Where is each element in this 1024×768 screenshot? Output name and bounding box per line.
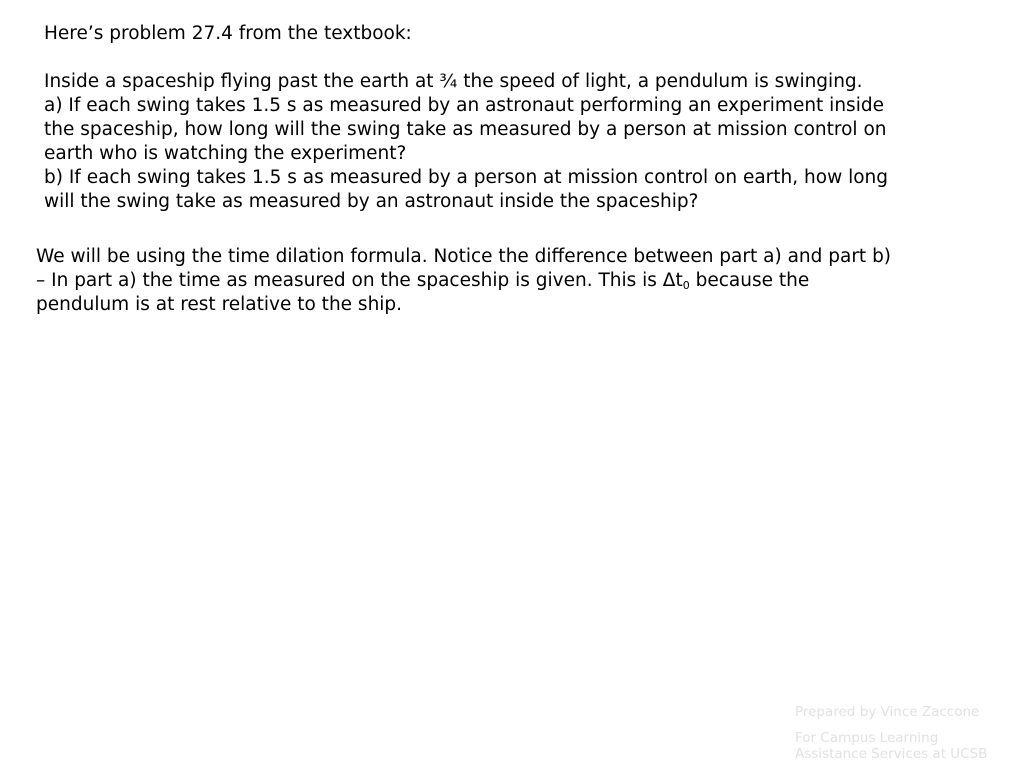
blank-line <box>44 46 984 70</box>
explanation-line-3: pendulum is at rest relative to the ship. <box>36 294 403 315</box>
explanation-line-2-end: because the <box>689 270 810 291</box>
credits-watermark <box>795 704 1015 762</box>
organization-line-1: For Campus Learning <box>795 730 939 746</box>
part-b-line-1: b) If each swing takes 1.5 s as measured by a person at mission control on earth, how long <box>44 167 889 188</box>
organization-line-2: Assistance Services at UCSB <box>795 746 988 762</box>
part-a-line-2: the spaceship, how long will the swing take as measured by a person at mission control on <box>44 119 887 140</box>
part-a-line-3: earth who is watching the experiment? <box>44 143 407 164</box>
prepared-by: Prepared by Vince Zaccone <box>795 704 980 720</box>
explanation-line-2-start: – In part a) the time as measured on the spaceship is given. This is Δt <box>36 270 683 291</box>
part-a-line-1: a) If each swing takes 1.5 s as measured by an astronaut performing an experiment inside <box>44 95 884 116</box>
explanation-line-1: We will be using the time dilation formula. Notice the difference between part a) and part b) <box>36 246 892 267</box>
explanation-line-2 <box>36 269 986 293</box>
problem-intro: Here’s problem 27.4 from the textbook: <box>44 23 412 44</box>
problem-text <box>44 22 984 214</box>
problem-statement: Inside a spaceship flying past the earth at ¾ the speed of light, a pendulum is swinging. <box>44 71 863 92</box>
part-b-line-2: will the swing take as measured by an astronaut inside the spaceship? <box>44 191 699 212</box>
explanation-text <box>36 245 986 317</box>
delta-t-subscript: 0 <box>682 279 690 292</box>
